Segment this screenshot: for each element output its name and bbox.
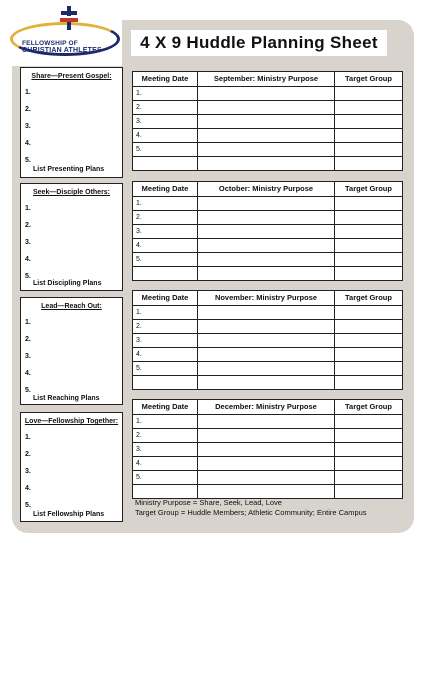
table-header: [133, 291, 402, 306]
love-num-4: 4.: [25, 485, 31, 492]
target-cell[interactable]: [335, 225, 402, 238]
table-row[interactable]: [133, 129, 402, 143]
september-table: [132, 71, 403, 171]
table-row[interactable]: [133, 376, 402, 389]
table-row[interactable]: [133, 143, 402, 157]
purpose-cell[interactable]: [198, 415, 335, 428]
purpose-cell[interactable]: [198, 225, 335, 238]
table-row[interactable]: [133, 225, 402, 239]
lead-num-1: 1.: [25, 319, 31, 326]
target-cell[interactable]: [335, 129, 402, 142]
target-cell[interactable]: [335, 197, 402, 210]
purpose-cell[interactable]: [198, 362, 335, 375]
purpose-cell[interactable]: [198, 115, 335, 128]
meeting-date-header: Meeting Date: [133, 400, 198, 414]
lead-num-3: 3.: [25, 353, 31, 360]
love-num-5: 5.: [25, 502, 31, 509]
table-row[interactable]: [133, 115, 402, 129]
purpose-cell[interactable]: [198, 320, 335, 333]
target-cell[interactable]: [335, 143, 402, 156]
target-group-header: Target Group: [345, 184, 392, 193]
target-cell[interactable]: [335, 429, 402, 442]
share-num-1: 1.: [25, 89, 31, 96]
target-group-header: Target Group: [345, 293, 392, 302]
purpose-cell[interactable]: [198, 429, 335, 442]
ministry-purpose-header: November: Ministry Purpose: [198, 291, 335, 305]
logo-line-1: FELLOWSHIP OF: [22, 40, 78, 47]
table-row[interactable]: [133, 197, 402, 211]
target-cell[interactable]: [335, 267, 402, 280]
love-heading: Love—Fellowship Together:: [24, 418, 119, 425]
target-group-header: Target Group: [345, 74, 392, 83]
row-number[interactable]: 5.: [133, 143, 198, 156]
purpose-cell[interactable]: [198, 211, 335, 224]
table-row[interactable]: [133, 348, 402, 362]
row-number[interactable]: 2.: [133, 320, 198, 333]
purpose-cell[interactable]: [198, 197, 335, 210]
october-table: [132, 181, 403, 281]
seek-num-3: 3.: [25, 239, 31, 246]
row-number[interactable]: 4.: [133, 348, 198, 361]
target-cell[interactable]: [335, 334, 402, 347]
table-row[interactable]: [133, 253, 402, 267]
row-number[interactable]: 1.: [133, 197, 198, 210]
target-cell[interactable]: [335, 101, 402, 114]
row-number[interactable]: 1.: [133, 306, 198, 319]
table-row[interactable]: [133, 306, 402, 320]
row-number[interactable]: 5.: [133, 471, 198, 484]
target-cell[interactable]: [335, 239, 402, 252]
row-number[interactable]: [133, 267, 198, 280]
target-cell[interactable]: [335, 415, 402, 428]
target-cell[interactable]: [335, 485, 402, 498]
target-cell[interactable]: [335, 376, 402, 389]
meeting-date-header: Meeting Date: [133, 291, 198, 305]
purpose-cell[interactable]: [198, 253, 335, 266]
table-row[interactable]: [133, 211, 402, 225]
logo-line-2: CHRISTIAN ATHLETES: [22, 47, 102, 54]
table-row[interactable]: [133, 239, 402, 253]
love-num-2: 2.: [25, 451, 31, 458]
table-row[interactable]: [133, 457, 402, 471]
purpose-cell[interactable]: [198, 471, 335, 484]
row-number[interactable]: 3.: [133, 225, 198, 238]
table-header: [133, 182, 402, 197]
lead-box: [20, 297, 123, 405]
purpose-cell[interactable]: [198, 101, 335, 114]
row-number[interactable]: 2.: [133, 101, 198, 114]
table-row[interactable]: [133, 320, 402, 334]
purpose-cell[interactable]: [198, 334, 335, 347]
purpose-cell[interactable]: [198, 239, 335, 252]
table-row[interactable]: [133, 429, 402, 443]
seek-num-4: 4.: [25, 256, 31, 263]
lead-footer: List Reaching Plans: [33, 395, 100, 402]
row-number[interactable]: [133, 157, 198, 170]
share-box: [20, 67, 123, 178]
lead-num-4: 4.: [25, 370, 31, 377]
seek-num-2: 2.: [25, 222, 31, 229]
seek-heading: Seek—Disciple Others:: [32, 189, 111, 196]
table-row[interactable]: [133, 415, 402, 429]
target-cell[interactable]: [335, 362, 402, 375]
lead-num-5: 5.: [25, 387, 31, 394]
purpose-cell[interactable]: [198, 376, 335, 389]
purpose-cell[interactable]: [198, 306, 335, 319]
table-row[interactable]: [133, 157, 402, 170]
row-number[interactable]: [133, 485, 198, 498]
table-row[interactable]: [133, 485, 402, 498]
november-table: [132, 290, 403, 390]
target-group-header: Target Group: [345, 402, 392, 411]
target-cell[interactable]: [335, 306, 402, 319]
meeting-date-header: Meeting Date: [133, 182, 198, 196]
love-footer: List Fellowship Plans: [33, 511, 105, 518]
target-cell[interactable]: [335, 457, 402, 470]
target-cell[interactable]: [335, 211, 402, 224]
row-number[interactable]: 1.: [133, 87, 198, 100]
fca-logo: [0, 0, 122, 66]
target-cell[interactable]: [335, 348, 402, 361]
table-row[interactable]: [133, 87, 402, 101]
row-number[interactable]: 3.: [133, 115, 198, 128]
row-number[interactable]: 2.: [133, 211, 198, 224]
table-row[interactable]: [133, 443, 402, 457]
target-cell[interactable]: [335, 115, 402, 128]
purpose-cell[interactable]: [198, 267, 335, 280]
target-cell[interactable]: [335, 443, 402, 456]
purpose-cell[interactable]: [198, 443, 335, 456]
table-row[interactable]: [133, 334, 402, 348]
share-num-2: 2.: [25, 106, 31, 113]
purpose-cell[interactable]: [198, 457, 335, 470]
love-num-3: 3.: [25, 468, 31, 475]
legend-line-2: Target Group = Huddle Members; Athletic Community; Entire Campus: [135, 508, 367, 517]
cross-icon: [58, 6, 80, 30]
legend: [135, 498, 367, 518]
seek-num-5: 5.: [25, 273, 31, 280]
purpose-cell[interactable]: [198, 143, 335, 156]
share-num-4: 4.: [25, 140, 31, 147]
row-number[interactable]: 4.: [133, 129, 198, 142]
purpose-cell[interactable]: [198, 129, 335, 142]
purpose-cell[interactable]: [198, 87, 335, 100]
share-num-3: 3.: [25, 123, 31, 130]
lead-heading: Lead—Reach Out:: [41, 303, 102, 310]
purpose-cell[interactable]: [198, 485, 335, 498]
row-number[interactable]: 4.: [133, 239, 198, 252]
table-header: [133, 400, 402, 415]
target-cell[interactable]: [335, 471, 402, 484]
table-row[interactable]: [133, 471, 402, 485]
share-heading: Share—Present Gospel:: [31, 73, 112, 80]
december-table: [132, 399, 403, 499]
row-number[interactable]: [133, 376, 198, 389]
target-cell[interactable]: [335, 87, 402, 100]
target-cell[interactable]: [335, 320, 402, 333]
seek-footer: List Discipling Plans: [33, 280, 102, 287]
seek-num-1: 1.: [25, 205, 31, 212]
meeting-date-header: Meeting Date: [133, 72, 198, 86]
row-number[interactable]: 2.: [133, 429, 198, 442]
logo-text: [22, 40, 102, 54]
table-row[interactable]: [133, 267, 402, 280]
ministry-purpose-header: October: Ministry Purpose: [198, 182, 335, 196]
page-title: 4 X 9 Huddle Planning Sheet: [131, 30, 387, 56]
target-cell[interactable]: [335, 157, 402, 170]
row-number[interactable]: 4.: [133, 457, 198, 470]
ministry-purpose-header: September: Ministry Purpose: [198, 72, 335, 86]
seek-box: [20, 183, 123, 291]
row-number[interactable]: 5.: [133, 253, 198, 266]
row-number[interactable]: 3.: [133, 443, 198, 456]
love-box: [20, 412, 123, 522]
lead-num-2: 2.: [25, 336, 31, 343]
table-header: [133, 72, 402, 87]
legend-line-1: Ministry Purpose = Share, Seek, Lead, Love: [135, 498, 282, 507]
table-row[interactable]: [133, 101, 402, 115]
table-row[interactable]: [133, 362, 402, 376]
purpose-cell[interactable]: [198, 157, 335, 170]
ministry-purpose-header: December: Ministry Purpose: [198, 400, 335, 414]
share-footer: List Presenting Plans: [33, 166, 105, 173]
row-number[interactable]: 3.: [133, 334, 198, 347]
target-cell[interactable]: [335, 253, 402, 266]
purpose-cell[interactable]: [198, 348, 335, 361]
share-num-5: 5.: [25, 157, 31, 164]
row-number[interactable]: 1.: [133, 415, 198, 428]
row-number[interactable]: 5.: [133, 362, 198, 375]
love-num-1: 1.: [25, 434, 31, 441]
